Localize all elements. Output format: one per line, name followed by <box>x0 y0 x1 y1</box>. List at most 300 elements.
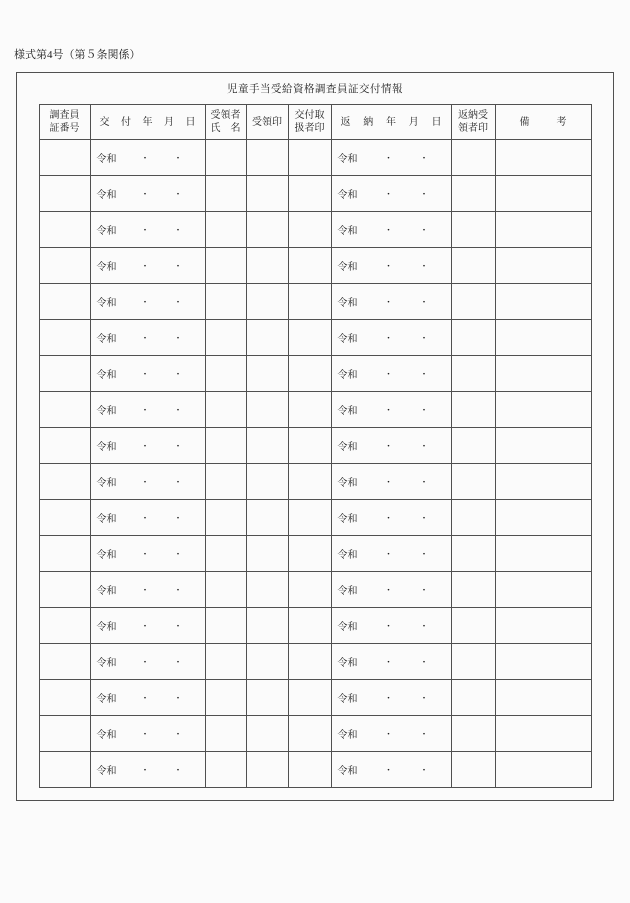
remarks-cell <box>495 392 591 428</box>
issue-handler-seal-cell <box>288 752 331 788</box>
header-char: 交 <box>99 116 110 128</box>
date-dot: ・ <box>173 405 183 415</box>
return-recipient-seal-cell <box>451 248 495 284</box>
receipt-seal-cell <box>246 500 288 536</box>
era-label: 令和 <box>96 406 117 417</box>
return-recipient-seal-cell <box>451 356 495 392</box>
header-row <box>39 105 591 140</box>
date-dot: ・ <box>419 333 429 343</box>
issue-date-cell <box>90 140 205 176</box>
date-dot: ・ <box>173 693 183 703</box>
remarks-cell <box>495 320 591 356</box>
remarks-cell <box>495 140 591 176</box>
recipient-name-cell <box>205 284 246 320</box>
column-header-remarks <box>495 105 591 140</box>
date-dot: ・ <box>140 261 150 271</box>
header-char: 付 <box>121 116 131 128</box>
era-label: 令和 <box>337 334 358 345</box>
investigator-id-number-cell <box>39 284 90 320</box>
era-label: 令和 <box>96 226 117 237</box>
date-dot: ・ <box>419 513 429 523</box>
record-row <box>39 212 591 248</box>
receipt-seal-cell <box>246 212 288 248</box>
issue-date-cell <box>90 500 205 536</box>
header-char: 月 <box>408 116 419 128</box>
return-recipient-seal-cell <box>451 536 495 572</box>
era-label: 令和 <box>337 262 358 273</box>
date-dot: ・ <box>140 189 150 199</box>
record-row <box>39 752 591 788</box>
header-line: 証番号 <box>49 123 80 134</box>
receipt-seal-cell <box>246 392 288 428</box>
issue-handler-seal-cell <box>288 320 331 356</box>
recipient-name-cell <box>205 752 246 788</box>
column-header-recipient-name <box>205 105 246 140</box>
return-date-cell <box>331 176 451 212</box>
era-label: 令和 <box>337 478 358 489</box>
recipient-name-cell <box>205 608 246 644</box>
issue-handler-seal-cell <box>288 644 331 680</box>
date-dot: ・ <box>419 369 429 379</box>
date-dot: ・ <box>419 657 429 667</box>
investigator-id-number-cell <box>39 248 90 284</box>
date-dot: ・ <box>383 369 393 379</box>
date-dot: ・ <box>140 729 150 739</box>
return-recipient-seal-cell <box>451 212 495 248</box>
date-dot: ・ <box>173 657 183 667</box>
issue-handler-seal-cell <box>288 428 331 464</box>
header-line: 氏 名 <box>210 123 241 134</box>
date-dot: ・ <box>383 405 393 415</box>
recipient-name-cell <box>205 716 246 752</box>
date-dot: ・ <box>419 477 429 487</box>
issue-date-cell <box>90 608 205 644</box>
era-label: 令和 <box>96 190 117 201</box>
issue-handler-seal-cell <box>288 572 331 608</box>
record-row <box>39 716 591 752</box>
date-dot: ・ <box>419 297 429 307</box>
date-dot: ・ <box>140 333 150 343</box>
date-dot: ・ <box>173 189 183 199</box>
investigator-id-number-cell <box>39 392 90 428</box>
form-title: 児童手当受給資格調査員証交付情報 <box>227 84 403 95</box>
record-row <box>39 320 591 356</box>
column-header-issue-handler-seal <box>288 105 331 140</box>
return-recipient-seal-cell <box>451 284 495 320</box>
column-header-return-date <box>331 105 451 140</box>
date-dot: ・ <box>383 765 393 775</box>
issue-handler-seal-cell <box>288 500 331 536</box>
record-row <box>39 176 591 212</box>
era-label: 令和 <box>96 478 117 489</box>
era-label: 令和 <box>96 334 117 345</box>
record-row <box>39 572 591 608</box>
receipt-seal-cell <box>246 356 288 392</box>
remarks-cell <box>495 464 591 500</box>
return-date-cell <box>331 644 451 680</box>
remarks-cell <box>495 680 591 716</box>
issue-handler-seal-cell <box>288 680 331 716</box>
remarks-cell <box>495 716 591 752</box>
remarks-cell <box>495 284 591 320</box>
issue-date-cell <box>90 392 205 428</box>
remarks-cell <box>495 356 591 392</box>
record-row <box>39 500 591 536</box>
receipt-seal-cell <box>246 644 288 680</box>
date-dot: ・ <box>419 621 429 631</box>
return-recipient-seal-cell <box>451 392 495 428</box>
issue-handler-seal-cell <box>288 716 331 752</box>
header-char: 年 <box>142 116 153 128</box>
date-dot: ・ <box>383 297 393 307</box>
issue-date-cell <box>90 716 205 752</box>
date-dot: ・ <box>140 585 150 595</box>
date-dot: ・ <box>383 189 393 199</box>
era-label: 令和 <box>96 766 117 777</box>
investigator-id-number-cell <box>39 608 90 644</box>
record-row <box>39 140 591 176</box>
return-date-cell <box>331 248 451 284</box>
issue-handler-seal-cell <box>288 536 331 572</box>
issue-date-cell <box>90 464 205 500</box>
record-row <box>39 248 591 284</box>
date-dot: ・ <box>173 549 183 559</box>
date-dot: ・ <box>173 765 183 775</box>
return-date-cell <box>331 500 451 536</box>
header-char: 年 <box>386 116 396 128</box>
recipient-name-cell <box>205 428 246 464</box>
recipient-name-cell <box>205 320 246 356</box>
date-dot: ・ <box>419 441 429 451</box>
recipient-name-cell <box>205 176 246 212</box>
header-line: 調査員 <box>49 110 80 121</box>
issue-handler-seal-cell <box>288 392 331 428</box>
era-label: 令和 <box>337 730 358 741</box>
issue-date-cell <box>90 572 205 608</box>
era-label: 令和 <box>337 550 358 561</box>
return-date-cell <box>331 392 451 428</box>
recipient-name-cell <box>205 392 246 428</box>
era-label: 令和 <box>337 622 358 633</box>
return-recipient-seal-cell <box>451 176 495 212</box>
date-dot: ・ <box>383 621 393 631</box>
receipt-seal-cell <box>246 428 288 464</box>
record-row <box>39 536 591 572</box>
return-recipient-seal-cell <box>451 680 495 716</box>
date-dot: ・ <box>140 405 150 415</box>
era-label: 令和 <box>96 298 117 309</box>
recipient-name-cell <box>205 212 246 248</box>
investigator-id-number-cell <box>39 320 90 356</box>
date-dot: ・ <box>173 153 183 163</box>
record-row <box>39 464 591 500</box>
return-recipient-seal-cell <box>451 572 495 608</box>
return-date-cell <box>331 680 451 716</box>
era-label: 令和 <box>337 298 358 309</box>
return-date-cell <box>331 464 451 500</box>
date-dot: ・ <box>419 189 429 199</box>
issue-handler-seal-cell <box>288 356 331 392</box>
date-dot: ・ <box>140 765 150 775</box>
receipt-seal-cell <box>246 140 288 176</box>
date-dot: ・ <box>140 225 150 235</box>
header-char: 備 <box>519 116 530 128</box>
investigator-id-number-cell <box>39 176 90 212</box>
column-header-return-recipient-seal <box>451 105 495 140</box>
era-label: 令和 <box>337 190 358 201</box>
issue-date-cell <box>90 428 205 464</box>
header-char: 納 <box>363 116 374 128</box>
era-label: 令和 <box>96 442 117 453</box>
recipient-name-cell <box>205 500 246 536</box>
era-label: 令和 <box>96 694 117 705</box>
date-dot: ・ <box>383 549 393 559</box>
record-row <box>39 608 591 644</box>
issue-date-cell <box>90 536 205 572</box>
era-label: 令和 <box>96 514 117 525</box>
investigator-id-number-cell <box>39 464 90 500</box>
remarks-cell <box>495 248 591 284</box>
era-label: 令和 <box>337 658 358 669</box>
date-dot: ・ <box>140 297 150 307</box>
recipient-name-cell <box>205 536 246 572</box>
date-dot: ・ <box>173 225 183 235</box>
return-date-cell <box>331 356 451 392</box>
receipt-seal-cell <box>246 248 288 284</box>
date-dot: ・ <box>383 477 393 487</box>
investigator-id-number-cell <box>39 212 90 248</box>
table-header <box>39 105 591 140</box>
receipt-seal-cell <box>246 680 288 716</box>
date-dot: ・ <box>173 333 183 343</box>
date-dot: ・ <box>173 513 183 523</box>
recipient-name-cell <box>205 572 246 608</box>
investigator-id-number-cell <box>39 536 90 572</box>
return-recipient-seal-cell <box>451 140 495 176</box>
era-label: 令和 <box>337 766 358 777</box>
remarks-cell <box>495 500 591 536</box>
date-dot: ・ <box>419 405 429 415</box>
date-dot: ・ <box>383 513 393 523</box>
header-char: 月 <box>164 116 174 128</box>
return-date-cell <box>331 608 451 644</box>
receipt-seal-cell <box>246 284 288 320</box>
form-frame <box>16 72 614 801</box>
remarks-cell <box>495 572 591 608</box>
remarks-cell <box>495 608 591 644</box>
return-date-cell <box>331 752 451 788</box>
header-char: 考 <box>556 116 567 128</box>
issue-date-cell <box>90 680 205 716</box>
header-line: 返納受 <box>458 110 488 121</box>
recipient-name-cell <box>205 248 246 284</box>
recipient-name-cell <box>205 140 246 176</box>
date-dot: ・ <box>419 261 429 271</box>
date-dot: ・ <box>173 585 183 595</box>
record-row <box>39 644 591 680</box>
date-dot: ・ <box>140 693 150 703</box>
recipient-name-cell <box>205 356 246 392</box>
date-dot: ・ <box>419 153 429 163</box>
era-label: 令和 <box>337 154 358 165</box>
return-date-cell <box>331 140 451 176</box>
date-dot: ・ <box>173 729 183 739</box>
era-label: 令和 <box>96 730 117 741</box>
return-recipient-seal-cell <box>451 320 495 356</box>
return-date-cell <box>331 320 451 356</box>
era-label: 令和 <box>337 694 358 705</box>
date-dot: ・ <box>140 369 150 379</box>
record-row <box>39 680 591 716</box>
return-recipient-seal-cell <box>451 644 495 680</box>
date-dot: ・ <box>140 477 150 487</box>
date-dot: ・ <box>383 261 393 271</box>
date-dot: ・ <box>173 441 183 451</box>
date-dot: ・ <box>383 225 393 235</box>
issue-date-cell <box>90 320 205 356</box>
date-dot: ・ <box>419 549 429 559</box>
receipt-seal-cell <box>246 464 288 500</box>
investigator-id-number-cell <box>39 140 90 176</box>
issue-handler-seal-cell <box>288 248 331 284</box>
remarks-cell <box>495 428 591 464</box>
issue-handler-seal-cell <box>288 608 331 644</box>
record-row <box>39 284 591 320</box>
return-date-cell <box>331 212 451 248</box>
date-dot: ・ <box>140 513 150 523</box>
receipt-seal-cell <box>246 536 288 572</box>
issue-date-cell <box>90 176 205 212</box>
era-label: 令和 <box>337 586 358 597</box>
column-header-investigator-id-number <box>39 105 90 140</box>
date-dot: ・ <box>383 657 393 667</box>
date-dot: ・ <box>419 225 429 235</box>
date-dot: ・ <box>383 729 393 739</box>
issuance-record-table <box>39 104 592 788</box>
investigator-id-number-cell <box>39 428 90 464</box>
form-number-label: 様式第4号（第５条関係） <box>14 49 141 61</box>
record-row <box>39 428 591 464</box>
remarks-cell <box>495 212 591 248</box>
investigator-id-number-cell <box>39 572 90 608</box>
header-line: 受領印 <box>252 116 282 128</box>
issue-date-cell <box>90 356 205 392</box>
era-label: 令和 <box>337 514 358 525</box>
era-label: 令和 <box>96 622 117 633</box>
header-line: 受領者 <box>210 110 241 121</box>
investigator-id-number-cell <box>39 500 90 536</box>
return-date-cell <box>331 572 451 608</box>
date-dot: ・ <box>140 657 150 667</box>
era-label: 令和 <box>337 442 358 453</box>
remarks-cell <box>495 176 591 212</box>
date-dot: ・ <box>140 549 150 559</box>
date-dot: ・ <box>383 693 393 703</box>
column-header-receipt-seal <box>246 105 288 140</box>
era-label: 令和 <box>337 406 358 417</box>
era-label: 令和 <box>96 550 117 561</box>
date-dot: ・ <box>419 585 429 595</box>
date-dot: ・ <box>383 441 393 451</box>
era-label: 令和 <box>96 262 117 273</box>
header-char: 日 <box>185 116 196 128</box>
header-line: 交付取 <box>294 110 325 121</box>
date-dot: ・ <box>140 441 150 451</box>
investigator-id-number-cell <box>39 752 90 788</box>
era-label: 令和 <box>96 586 117 597</box>
record-row <box>39 356 591 392</box>
date-dot: ・ <box>383 585 393 595</box>
investigator-id-number-cell <box>39 356 90 392</box>
remarks-cell <box>495 536 591 572</box>
receipt-seal-cell <box>246 572 288 608</box>
issue-date-cell <box>90 212 205 248</box>
header-char: 返 <box>340 116 351 128</box>
return-date-cell <box>331 536 451 572</box>
issue-handler-seal-cell <box>288 212 331 248</box>
receipt-seal-cell <box>246 716 288 752</box>
date-dot: ・ <box>419 693 429 703</box>
era-label: 令和 <box>337 370 358 381</box>
date-dot: ・ <box>383 153 393 163</box>
remarks-cell <box>495 644 591 680</box>
date-dot: ・ <box>173 477 183 487</box>
era-label: 令和 <box>96 370 117 381</box>
header-char: 日 <box>431 116 442 128</box>
recipient-name-cell <box>205 680 246 716</box>
era-label: 令和 <box>96 154 117 165</box>
return-recipient-seal-cell <box>451 608 495 644</box>
date-dot: ・ <box>173 369 183 379</box>
header-line: 領者印 <box>458 123 488 134</box>
record-row <box>39 392 591 428</box>
issue-handler-seal-cell <box>288 140 331 176</box>
recipient-name-cell <box>205 644 246 680</box>
recipient-name-cell <box>205 464 246 500</box>
return-recipient-seal-cell <box>451 464 495 500</box>
investigator-id-number-cell <box>39 644 90 680</box>
issue-handler-seal-cell <box>288 464 331 500</box>
receipt-seal-cell <box>246 752 288 788</box>
receipt-seal-cell <box>246 320 288 356</box>
era-label: 令和 <box>337 226 358 237</box>
date-dot: ・ <box>419 765 429 775</box>
issue-handler-seal-cell <box>288 284 331 320</box>
issue-date-cell <box>90 752 205 788</box>
issue-handler-seal-cell <box>288 176 331 212</box>
date-dot: ・ <box>173 297 183 307</box>
return-date-cell <box>331 716 451 752</box>
return-recipient-seal-cell <box>451 752 495 788</box>
date-dot: ・ <box>173 621 183 631</box>
issue-date-cell <box>90 284 205 320</box>
issue-date-cell <box>90 644 205 680</box>
return-recipient-seal-cell <box>451 716 495 752</box>
return-date-cell <box>331 428 451 464</box>
date-dot: ・ <box>383 333 393 343</box>
investigator-id-number-cell <box>39 716 90 752</box>
era-label: 令和 <box>96 658 117 669</box>
column-header-issue-date <box>90 105 205 140</box>
return-recipient-seal-cell <box>451 428 495 464</box>
date-dot: ・ <box>140 621 150 631</box>
date-dot: ・ <box>140 153 150 163</box>
receipt-seal-cell <box>246 608 288 644</box>
date-dot: ・ <box>173 261 183 271</box>
issue-date-cell <box>90 248 205 284</box>
investigator-id-number-cell <box>39 680 90 716</box>
return-recipient-seal-cell <box>451 500 495 536</box>
